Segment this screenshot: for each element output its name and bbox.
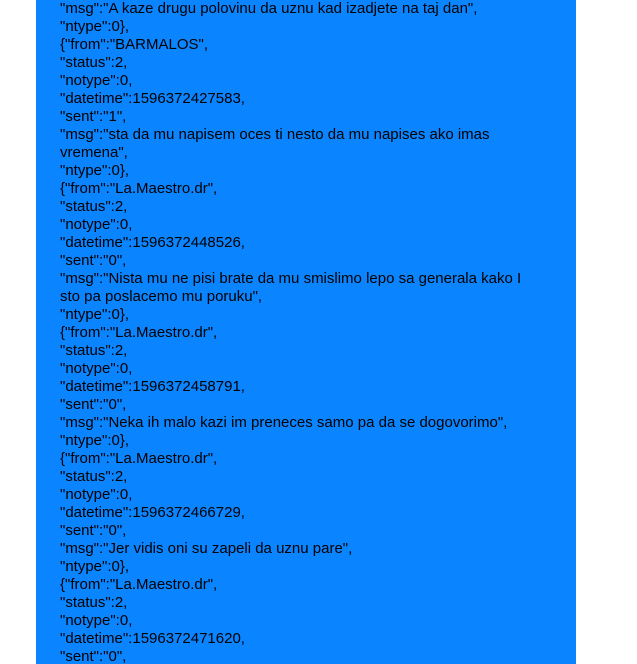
json-line: "datetime":1596372458791, <box>60 378 245 395</box>
json-line: "notype":0, <box>60 216 133 233</box>
json-line: "datetime":1596372427583, <box>60 90 245 107</box>
json-line: "notype":0, <box>60 612 133 629</box>
json-line: "notype":0, <box>60 486 133 503</box>
json-line: {"from":"La.Maestro.dr", <box>60 324 218 341</box>
json-line: {"from":"La.Maestro.dr", <box>60 576 218 593</box>
json-line: "ntype":0}, <box>60 162 130 179</box>
json-line: "notype":0, <box>60 360 133 377</box>
json-line: "status":2, <box>60 342 128 359</box>
json-line: "datetime":1596372448526, <box>60 234 245 251</box>
json-line: "msg":"Neka ih malo kazi im preneces samo pa da se dogovorimo", <box>60 414 508 431</box>
json-line: vremena", <box>60 144 128 161</box>
json-line: "msg":"Nista mu ne pisi brate da mu smislimo lepo sa generala kako I <box>60 270 522 287</box>
json-line: "notype":0, <box>60 72 133 89</box>
json-line: "sent":"0", <box>60 648 127 664</box>
json-line: "msg":"A kaze drugu polovinu da uznu kad izadjete na taj dan", <box>60 0 478 17</box>
json-line: "status":2, <box>60 54 128 71</box>
json-line: "ntype":0}, <box>60 306 130 323</box>
json-line: sto pa poslacemo mu poruku", <box>60 288 263 305</box>
json-line: "status":2, <box>60 594 128 611</box>
json-line: "datetime":1596372466729, <box>60 504 245 521</box>
json-line: {"from":"La.Maestro.dr", <box>60 180 218 197</box>
json-line: "status":2, <box>60 198 128 215</box>
json-line: "sent":"0", <box>60 522 127 539</box>
json-line: "datetime":1596372471620, <box>60 630 245 647</box>
json-line: "status":2, <box>60 468 128 485</box>
json-lines <box>60 0 560 664</box>
json-line: {"from":"La.Maestro.dr", <box>60 450 218 467</box>
json-line: "ntype":0}, <box>60 18 130 35</box>
json-line: "ntype":0}, <box>60 558 130 575</box>
json-line: "ntype":0}, <box>60 432 130 449</box>
json-line: "sent":"0", <box>60 252 127 269</box>
json-line: "msg":"Jer vidis oni su zapeli da uznu pare", <box>60 540 353 557</box>
json-line: "msg":"sta da mu napisem oces ti nesto da mu napises ako imas <box>60 126 490 143</box>
json-line: {"from":"BARMALOS", <box>60 36 209 53</box>
json-text-panel <box>36 0 576 664</box>
json-line: "sent":"1", <box>60 108 127 125</box>
json-line: "sent":"0", <box>60 396 127 413</box>
